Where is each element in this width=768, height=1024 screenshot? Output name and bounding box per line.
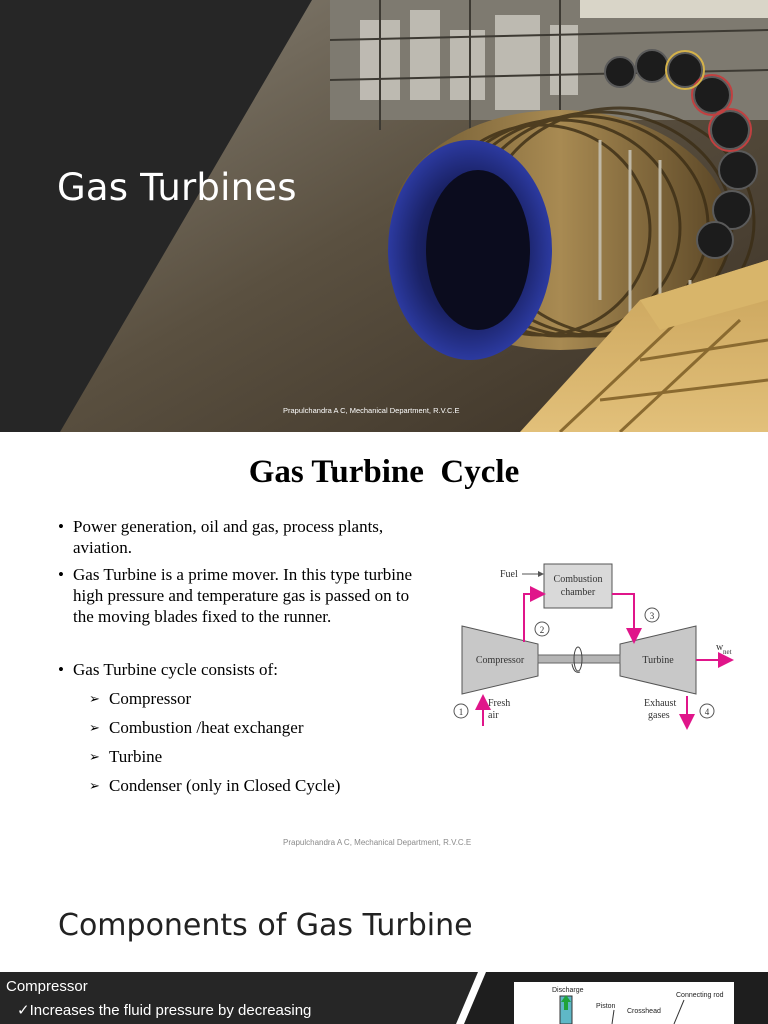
- combustion-label: Combustion: [553, 574, 603, 585]
- piston-label: Piston: [596, 1003, 616, 1010]
- chamber-label: chamber: [560, 587, 596, 598]
- sub-bullet-item: [58, 717, 428, 738]
- sub-bullet-item: [58, 775, 428, 796]
- cycle-slide: [0, 432, 768, 864]
- state-1-label: 1: [458, 707, 464, 717]
- title-slide: [0, 0, 768, 432]
- slide-title: Gas Turbine Cycle: [248, 454, 520, 490]
- wnet-subscript: net: [723, 648, 732, 656]
- bullet-list: [58, 516, 428, 796]
- bullet-dot: •: [58, 660, 64, 679]
- bullet-item: [58, 516, 428, 558]
- components-slide: [0, 864, 768, 1024]
- bullet-text: Gas Turbine cycle consists of:: [73, 660, 278, 679]
- compressor-label: Compressor: [475, 655, 525, 666]
- gas-turbine-photo: [0, 0, 768, 432]
- bullet-dot: •: [58, 565, 64, 584]
- discharge-label: Discharge: [552, 987, 584, 994]
- state-4-label: 4: [704, 707, 710, 717]
- sub-bullet-item: [58, 746, 428, 767]
- exhaust-label: Exhaust: [644, 698, 677, 709]
- arrow-bullet-icon: ➢: [89, 749, 100, 764]
- fuel-label: Fuel: [500, 569, 518, 580]
- fresh-label: Fresh: [488, 698, 511, 709]
- sub-bullet-item: [58, 688, 428, 709]
- reciprocating-compressor-diagram: [514, 982, 734, 1024]
- turbine-label: Turbine: [642, 655, 674, 666]
- slide-footer: Prapulchandra A C, Mechanical Department, R.V.C.E: [283, 406, 460, 415]
- sub-bullet-text: Turbine: [109, 747, 163, 766]
- gas-turbine-cycle-diagram: [446, 556, 746, 736]
- bullet-item: [58, 659, 428, 680]
- slide-footer: Prapulchandra A C, Mechanical Department, R.V.C.E: [283, 838, 472, 847]
- arrow-bullet-icon: ➢: [89, 720, 100, 735]
- shaft: [538, 655, 620, 663]
- compressor-heading: Compressor: [6, 978, 88, 995]
- combustion-chamber-box: [544, 564, 612, 608]
- slide-title: Gas Turbines: [57, 166, 297, 209]
- crosshead-label: Crosshead: [627, 1008, 661, 1015]
- gases-label: gases: [648, 710, 670, 721]
- compressor-point: ✓Increases the fluid pressure by decreasing: [17, 1002, 312, 1019]
- air-label: air: [488, 710, 499, 721]
- arrow-bullet-icon: ➢: [89, 778, 100, 793]
- bullet-dot: •: [58, 517, 64, 536]
- sub-bullet-text: Combustion /heat exchanger: [109, 718, 304, 737]
- bullet-text: Gas Turbine is a prime mover. In this type turbine high pressure and temperature gas is passed on to the moving blades fixed to the runner.: [73, 565, 413, 626]
- wnet-label: w: [716, 642, 724, 653]
- bullet-item: [58, 564, 428, 627]
- slide-title: Components of Gas Turbine: [58, 908, 473, 943]
- connecting-rod-label: Connecting rod: [676, 992, 724, 999]
- bullet-text: Power generation, oil and gas, process plants, aviation.: [73, 517, 384, 557]
- arrow-bullet-icon: ➢: [89, 691, 100, 706]
- state-2-label: 2: [539, 625, 545, 635]
- sub-bullet-text: Compressor: [109, 689, 192, 708]
- sub-bullet-text: Condenser (only in Closed Cycle): [109, 776, 341, 795]
- state-3-label: 3: [649, 611, 655, 621]
- flow-line-3: [612, 594, 634, 640]
